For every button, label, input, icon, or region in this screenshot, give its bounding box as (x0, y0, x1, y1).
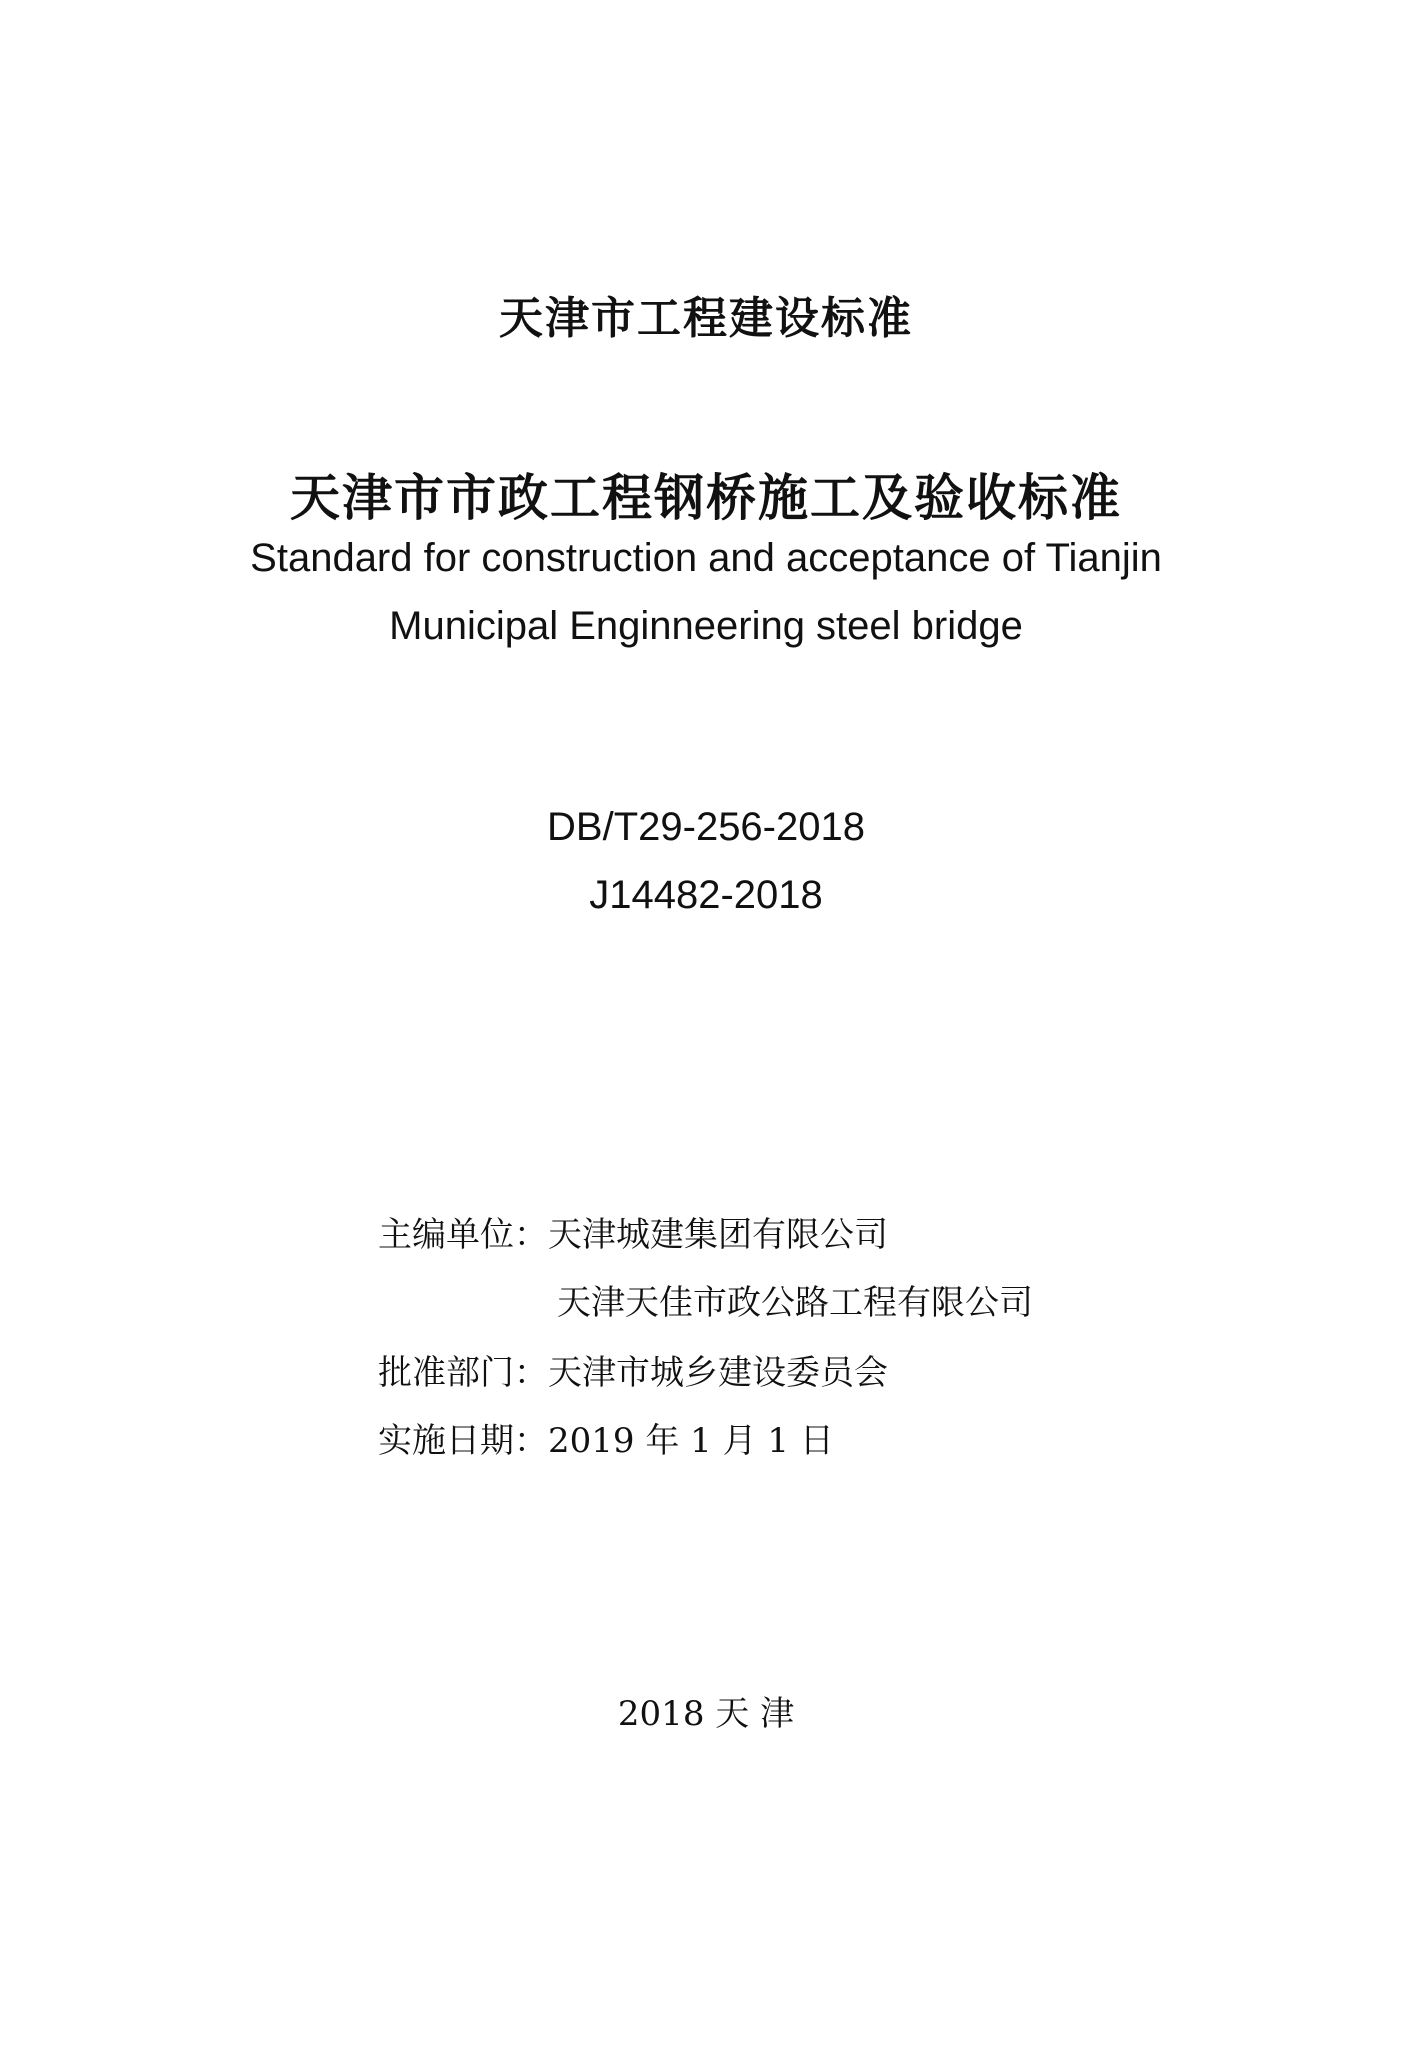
document-title-chinese: 天津市市政工程钢桥施工及验收标准 (290, 469, 1122, 527)
editor-org-2: 天津天佳市政公路工程有限公司 (557, 1283, 1033, 1323)
document-title-english-line-2: Municipal Enginneering steel bridge (389, 604, 1023, 648)
editor-row-2 (557, 1283, 1033, 1323)
approver-org: 天津市城乡建设委员会 (548, 1353, 888, 1393)
effective-date: 2019 年 1 月 1 日 (548, 1421, 834, 1461)
editor-org-1: 天津城建集团有限公司 (548, 1215, 888, 1255)
publication-year-place: 2018 天 津 (617, 1694, 795, 1734)
editor-label: 主编单位： (378, 1215, 548, 1255)
effective-date-row (378, 1421, 834, 1461)
approver-row (378, 1353, 888, 1393)
approver-label: 批准部门： (378, 1353, 548, 1393)
document-title-english-line-1: Standard for construction and acceptance of Tianjin (250, 536, 1162, 580)
editor-row (378, 1215, 888, 1255)
effective-date-label: 实施日期： (378, 1421, 548, 1461)
standard-code-db: DB/T29-256-2018 (547, 805, 865, 849)
standard-series-title: 天津市工程建设标准 (499, 293, 913, 344)
standard-code-j: J14482-2018 (589, 873, 823, 917)
